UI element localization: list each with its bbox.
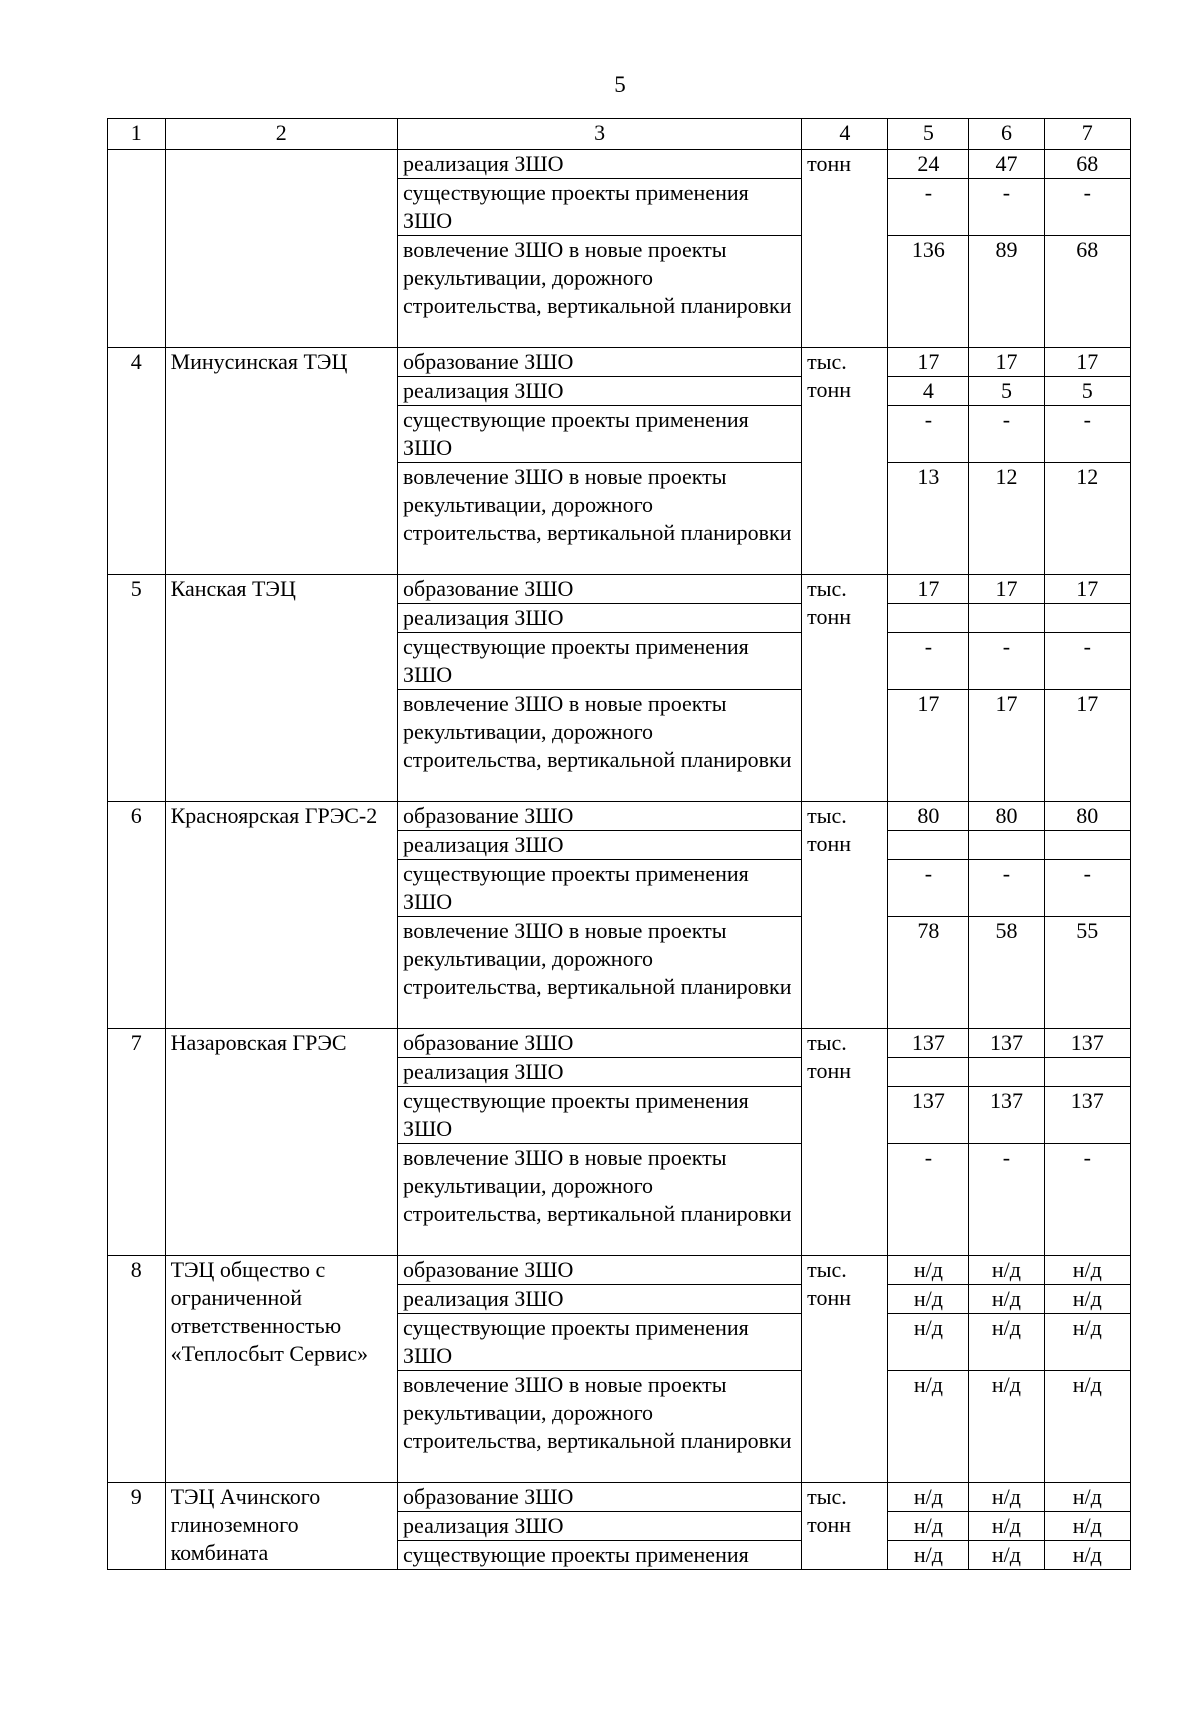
value-cell: н/д [888,1256,969,1285]
indicator-cell: реализация ЗШО [398,831,802,860]
value-cell: 17 [888,575,969,604]
unit-cell: тыс. тонн [802,348,888,575]
indicator-cell: существующие проекты применения ЗШО [398,406,802,463]
value-cell: 17 [1044,348,1130,377]
value-cell: 137 [1044,1029,1130,1058]
value-cell: - [888,633,969,690]
value-cell: 137 [888,1087,969,1144]
table-header-row [108,119,1131,150]
value-cell: 137 [969,1029,1044,1058]
value-cell: 80 [1044,802,1130,831]
unit-cell: тыс. тонн [802,1483,888,1570]
indicator-cell: реализация ЗШО [398,1285,802,1314]
indicator-cell: образование ЗШО [398,1256,802,1285]
value-cell: - [888,179,969,236]
value-cell: - [1044,179,1130,236]
value-cell: н/д [1044,1285,1130,1314]
value-cell: н/д [1044,1512,1130,1541]
station-name-cell: Назаровская ГРЭС [165,1029,397,1256]
value-cell [1044,831,1130,860]
indicator-cell: вовлечение ЗШО в новые проекты рекультивации, дорожного строительства, вертикальной планировки [398,917,802,1029]
value-cell: 17 [888,348,969,377]
value-cell: 137 [888,1029,969,1058]
value-cell: 17 [1044,690,1130,802]
value-cell: 80 [888,802,969,831]
indicator-cell: существующие проекты применения ЗШО [398,1314,802,1371]
value-cell: н/д [888,1541,969,1570]
value-cell: н/д [1044,1314,1130,1371]
value-cell [969,831,1044,860]
indicator-cell: образование ЗШО [398,1029,802,1058]
indicator-cell: вовлечение ЗШО в новые проекты рекультивации, дорожного строительства, вертикальной планировки [398,236,802,348]
indicator-cell: существующие проекты применения ЗШО [398,1087,802,1144]
station-name-cell: Красноярская ГРЭС-2 [165,802,397,1029]
indicator-cell: реализация ЗШО [398,150,802,179]
value-cell: 137 [1044,1087,1130,1144]
value-cell: 58 [969,917,1044,1029]
value-cell: 89 [969,236,1044,348]
row-number-cell: 7 [108,1029,166,1256]
header-cell: 1 [108,119,166,150]
station-name-cell: ТЭЦ общество с ограниченной ответственностью «Теплосбыт Сервис» [165,1256,397,1483]
table-row [108,575,1131,604]
table-row [108,150,1131,179]
indicator-cell: образование ЗШО [398,348,802,377]
value-cell [969,604,1044,633]
header-cell: 2 [165,119,397,150]
value-cell: н/д [1044,1541,1130,1570]
value-cell: 78 [888,917,969,1029]
indicator-cell: существующие проекты применения ЗШО [398,179,802,236]
indicator-cell: существующие проекты применения ЗШО [398,860,802,917]
row-number-cell: 9 [108,1483,166,1570]
value-cell: 136 [888,236,969,348]
value-cell [1044,1058,1130,1087]
value-cell: н/д [888,1314,969,1371]
value-cell: - [969,179,1044,236]
page-number: 5 [614,72,626,97]
header-cell: 5 [888,119,969,150]
value-cell [888,604,969,633]
value-cell [888,831,969,860]
value-cell: 12 [969,463,1044,575]
value-cell: - [969,406,1044,463]
value-cell: н/д [888,1483,969,1512]
indicator-cell: реализация ЗШО [398,1058,802,1087]
row-number-cell [108,150,166,348]
indicator-cell: вовлечение ЗШО в новые проекты рекультивации, дорожного строительства, вертикальной планировки [398,690,802,802]
value-cell: 47 [969,150,1044,179]
value-cell: - [969,633,1044,690]
indicator-cell: реализация ЗШО [398,1512,802,1541]
value-cell: 55 [1044,917,1130,1029]
indicator-cell: существующие проекты применения [398,1541,802,1570]
row-number-cell: 4 [108,348,166,575]
value-cell: н/д [888,1371,969,1483]
station-name-cell: Канская ТЭЦ [165,575,397,802]
value-cell: н/д [969,1256,1044,1285]
table-row [108,1256,1131,1285]
indicator-cell: образование ЗШО [398,1483,802,1512]
value-cell: н/д [969,1541,1044,1570]
value-cell: 17 [1044,575,1130,604]
value-cell: 4 [888,377,969,406]
value-cell [969,1058,1044,1087]
value-cell: - [888,1144,969,1256]
indicator-cell: вовлечение ЗШО в новые проекты рекультивации, дорожного строительства, вертикальной планировки [398,463,802,575]
value-cell: н/д [1044,1256,1130,1285]
value-cell: - [888,860,969,917]
value-cell: н/д [1044,1483,1130,1512]
value-cell: н/д [969,1512,1044,1541]
table-row [108,1483,1131,1512]
row-number-cell: 5 [108,575,166,802]
row-number-cell: 8 [108,1256,166,1483]
indicator-cell: образование ЗШО [398,802,802,831]
value-cell: 68 [1044,236,1130,348]
indicator-cell: реализация ЗШО [398,377,802,406]
value-cell: 12 [1044,463,1130,575]
row-number-cell: 6 [108,802,166,1029]
value-cell: - [969,1144,1044,1256]
value-cell: 24 [888,150,969,179]
value-cell: н/д [888,1512,969,1541]
unit-cell: тыс. тонн [802,575,888,802]
value-cell: 5 [969,377,1044,406]
value-cell: - [1044,860,1130,917]
value-cell: 17 [969,348,1044,377]
header-cell: 7 [1044,119,1130,150]
header-cell: 6 [969,119,1044,150]
table-row [108,1029,1131,1058]
table-row [108,802,1131,831]
value-cell: н/д [969,1285,1044,1314]
value-cell: - [969,860,1044,917]
value-cell: 80 [969,802,1044,831]
value-cell: н/д [888,1285,969,1314]
value-cell: 17 [969,690,1044,802]
value-cell [888,1058,969,1087]
value-cell: - [888,406,969,463]
value-cell: н/д [1044,1371,1130,1483]
indicator-cell: вовлечение ЗШО в новые проекты рекультивации, дорожного строительства, вертикальной планировки [398,1144,802,1256]
unit-cell: тыс. тонн [802,1256,888,1483]
header-cell: 4 [802,119,888,150]
value-cell: 17 [969,575,1044,604]
value-cell: н/д [969,1483,1044,1512]
value-cell: 137 [969,1087,1044,1144]
value-cell: 5 [1044,377,1130,406]
indicator-cell: вовлечение ЗШО в новые проекты рекультивации, дорожного строительства, вертикальной планировки [398,1371,802,1483]
data-table [107,118,1131,1570]
value-cell: - [1044,633,1130,690]
value-cell: н/д [969,1314,1044,1371]
indicator-cell: существующие проекты применения ЗШО [398,633,802,690]
station-name-cell [165,150,397,348]
indicator-cell: реализация ЗШО [398,604,802,633]
value-cell: 13 [888,463,969,575]
indicator-cell: образование ЗШО [398,575,802,604]
value-cell: 17 [888,690,969,802]
station-name-cell: Минусинская ТЭЦ [165,348,397,575]
header-cell: 3 [398,119,802,150]
value-cell [1044,604,1130,633]
unit-cell: тонн [802,150,888,348]
value-cell: - [1044,406,1130,463]
value-cell: - [1044,1144,1130,1256]
table-row [108,348,1131,377]
value-cell: н/д [969,1371,1044,1483]
station-name-cell: ТЭЦ Ачинского глиноземного комбината [165,1483,397,1570]
unit-cell: тыс. тонн [802,802,888,1029]
unit-cell: тыс. тонн [802,1029,888,1256]
value-cell: 68 [1044,150,1130,179]
